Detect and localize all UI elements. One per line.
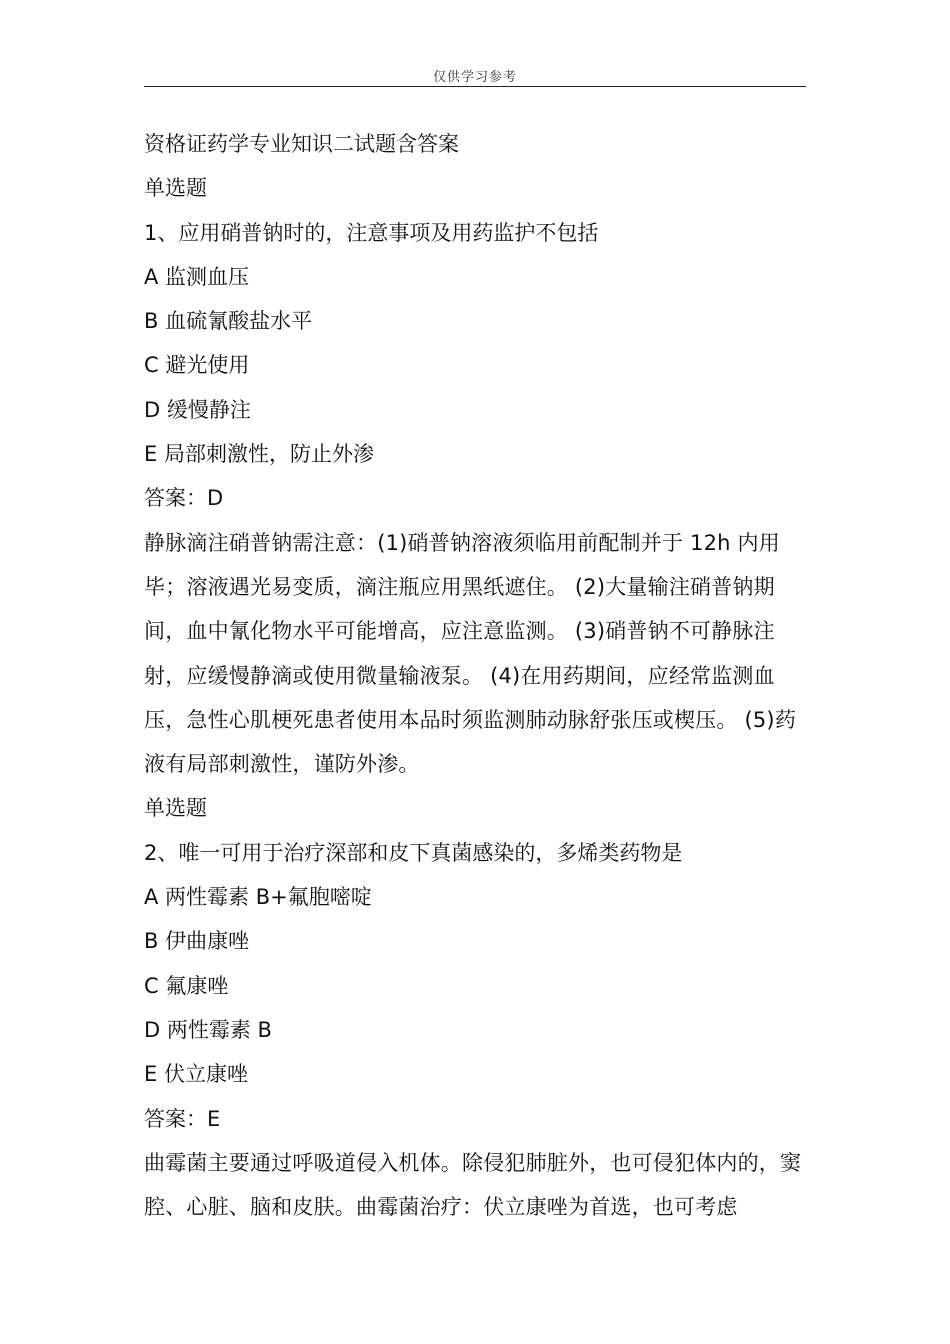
- option-e: E 局部刺激性，防止外渗: [144, 442, 374, 467]
- answer-line: 答案：D: [144, 486, 224, 511]
- question-type-label: 单选题: [144, 176, 207, 201]
- document-body: [144, 122, 808, 1229]
- option-d: D 缓慢静注: [144, 397, 251, 422]
- page-header: 仅供学习参考: [432, 70, 517, 85]
- option-a: A 监测血压: [144, 264, 250, 289]
- explanation-paragraph: 曲霉菌主要通过呼吸道侵入机体。除侵犯肺脏外，也可侵犯体内的，窦腔、心脏、脑和皮肤。曲霉菌治疗：伏立康唑为首选，也可考虑: [144, 1150, 802, 1220]
- question-type-label: 单选题: [144, 796, 207, 821]
- option-b: B 伊曲康唑: [144, 929, 250, 954]
- header-divider: [144, 86, 806, 87]
- document-title: 资格证药学专业知识二试题含答案: [144, 132, 459, 156]
- option-b: B 血硫氰酸盐水平: [144, 309, 313, 334]
- question-stem: 1、应用硝普钠时的，注意事项及用药监护不包括: [144, 220, 599, 245]
- answer-line: 答案：E: [144, 1106, 221, 1131]
- explanation-paragraph: 静脉滴注硝普钠需注意：(1)硝普钠溶液须临用前配制并于 12h 内用毕；溶液遇光易变质，滴注瓶应用黑纸遮住。 (2)大量输注硝普钠期间，血中氰化物水平可能增高，应注意监测。 (3)硝普钠不可静脉注射，应缓慢静滴或使用微量输液泵。 (4)在用药期间，应经常监测血压，急性心肌梗死患者使用本品时须监测肺动脉舒张压或楔压。 (5)药液有局部刺激性，谨防外渗。: [144, 530, 797, 777]
- option-a: A 两性霉素 B+氟胞嘧啶: [144, 885, 372, 910]
- option-c: C 避光使用: [144, 353, 250, 378]
- option-e: E 伏立康唑: [144, 1062, 248, 1087]
- option-d: D 两性霉素 B: [144, 1017, 272, 1042]
- option-c: C 氟康唑: [144, 973, 229, 998]
- question-stem: 2、唯一可用于治疗深部和皮下真菌感染的，多烯类药物是: [144, 840, 683, 865]
